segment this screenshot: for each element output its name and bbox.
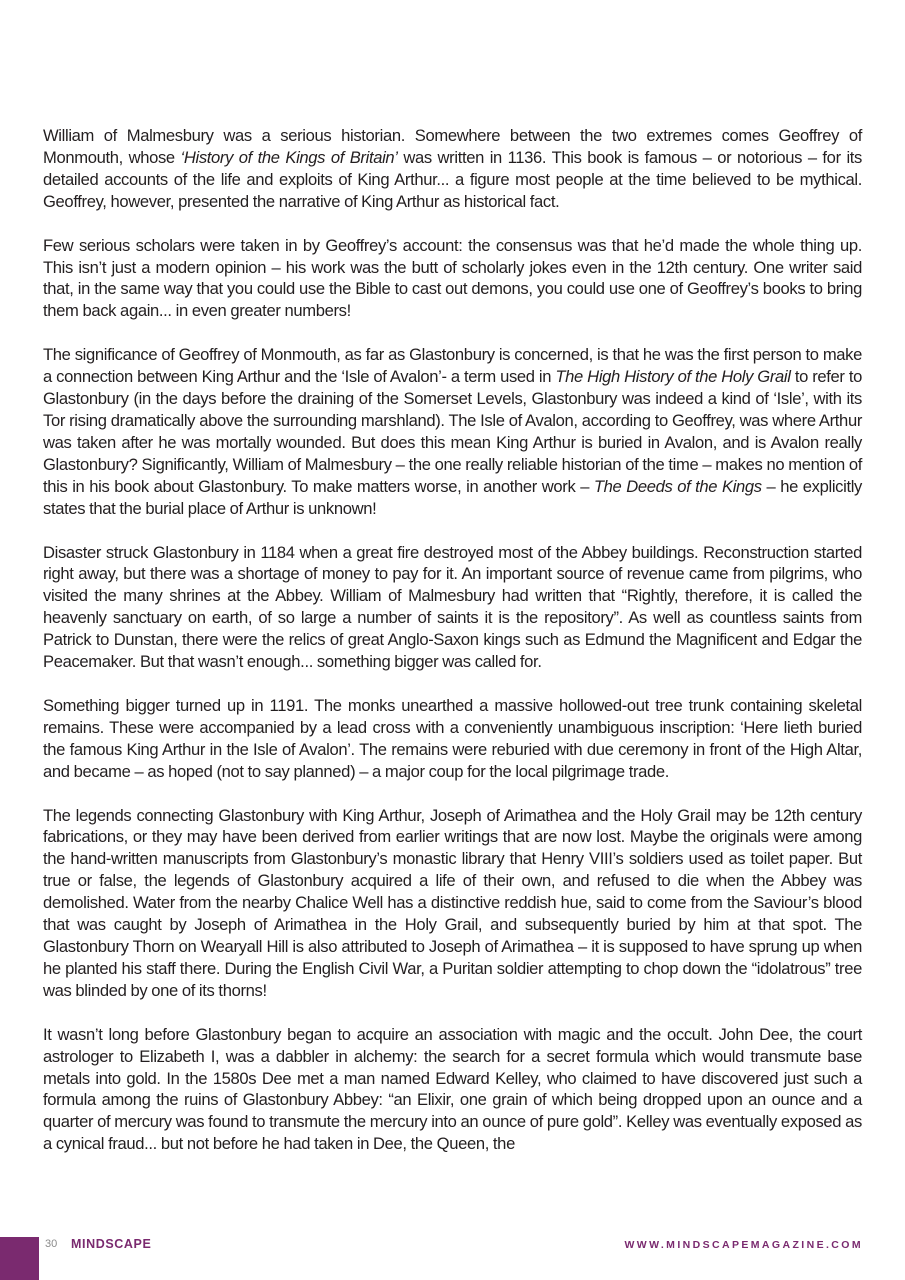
magazine-logo: MINDSCAPE <box>71 1237 152 1251</box>
paragraph <box>43 695 862 783</box>
paragraph <box>43 235 862 323</box>
paragraph <box>43 125 862 213</box>
paragraph <box>43 542 862 673</box>
paragraph-text: Disaster struck Glastonbury in 1184 when a great fire destroyed most of the Abbey buildings. Reconstruction started right away, but there was a shortage of money to pay for it. An important source of revenue came from pilgrims, who visited the many shrines at the Abbey. William of Malmesbury had written that “Rightly, therefore, it is called the heavenly sanctuary on earth, of so large a number of saints it is the repository”. As well as countless saints from Patrick to Dunstan, there were the relics of great Anglo-Saxon kings such as Edmund the Magnificent and Edgar the Peacemaker. But that wasn’t enough... something bigger was called for. <box>43 542 862 672</box>
paragraph <box>43 1024 862 1155</box>
footer-color-block <box>0 1237 39 1280</box>
page-number: 30 <box>45 1238 58 1250</box>
paragraph-text: to refer to Glastonbury (in the days before the draining of the Somerset Levels, Glastonbury was indeed a kind of ‘Isle’, with its Tor rising dramatically above the surrounding marshland). The Isle of Avalon, according to Geoffrey, was where Arthur was taken after he was mortally wounded. But does this mean King Arthur is buried in Avalon, and is Avalon really Glastonbury? Significantly, William of Malmesbury – the one really reliable historian of the time – makes no mention of this in his book about Glastonbury. To make matters worse, in another work – <box>43 367 862 496</box>
paragraph-text: was written in 1136. This book is famous – or notorious – for its detailed accounts of the life and exploits of King Arthur... a figure most people at the time believed to be mythical. Geoffrey, however, presented the narrative of King Arthur as historical fact. <box>43 147 863 211</box>
italic-title-text: The High History of the Holy Grail <box>555 367 791 387</box>
paragraph-text: The legends connecting Glastonbury with King Arthur, Joseph of Arimathea and the Holy Grail may be 12th century fabrications, or they may have been derived from earlier writings that are now lost. Maybe the originals were among the hand-written manuscripts from Glastonbury’s monastic library that Henry VIII’s soldiers used as toilet paper. But true or false, the legends of Glastonbury acquired a life of their own, and refused to die when the Abbey was demolished. Water from the nearby Chalice Well has a distinctive reddish hue, said to come from the Saviour’s blood that was caught by Joseph of Arimathea in the Holy Grail, and subsequently buried by him at that spot. The Glastonbury Thorn on Wearyall Hill is also attributed to Joseph of Arimathea – it is supposed to have sprung up when he planted his staff there. During the English Civil War, a Puritan soldier attempting to chop down the “idolatrous” tree was blinded by one of its thorns! <box>43 805 862 1000</box>
paragraph-text: William of Malmesbury was a serious historian. Somewhere between the two extremes comes Geoffrey of Monmouth, whose <box>43 126 862 167</box>
paragraph <box>43 805 862 1002</box>
paragraph <box>43 344 862 519</box>
italic-title-text: ‘History of the Kings of Britain’ <box>180 147 398 167</box>
paragraph-text: Something bigger turned up in 1191. The monks unearthed a massive hollowed-out tree trunk containing skeletal remains. These were accompanied by a lead cross with a conveniently unambiguous inscription: ‘Here lieth buried the famous King Arthur in the Isle of Avalon’. The remains were reburied with due ceremony in front of the High Altar, and became – as hoped (not to say planned) – a major coup for the local pilgrimage trade. <box>43 695 862 781</box>
paragraph-text: It wasn’t long before Glastonbury began to acquire an association with magic and the occult. John Dee, the court astrologer to Elizabeth I, was a dabbler in alchemy: the search for a secret formula which would transmute base metals into gold. In the 1580s Dee met a man named Edward Kelley, who claimed to have discovered just such a formula among the ruins of Glastonbury Abbey: “an Elixir, one grain of which being dropped upon an ounce and a quarter of mercury was found to transmute the mercury into an ounce of pure gold”. Kelley was eventually exposed as a cynical fraud... but not before he had taken in Dee, the Queen, the <box>43 1024 862 1154</box>
paragraph-text: – he explicitly states that the burial place of Arthur is unknown! <box>43 476 862 518</box>
paragraph-text: The significance of Geoffrey of Monmouth, as far as Glastonbury is concerned, is that he was the first person to make a connection between King Arthur and the ‘Isle of Avalon’- a term used in <box>43 345 862 387</box>
article-body <box>43 125 862 1177</box>
italic-title-text: The Deeds of the Kings <box>593 476 762 496</box>
paragraph-text: Few serious scholars were taken in by Geoffrey’s account: the consensus was that he’d made the whole thing up. This isn’t just a modern opinion – his work was the butt of scholarly jokes even in the 12th century. One writer said that, in the same way that you could use the Bible to cast out demons, you could use one of Geoffrey’s books to bring them back again... in even greater numbers! <box>43 235 862 321</box>
website-url: WWW.MINDSCAPEMAGAZINE.COM <box>624 1239 863 1251</box>
